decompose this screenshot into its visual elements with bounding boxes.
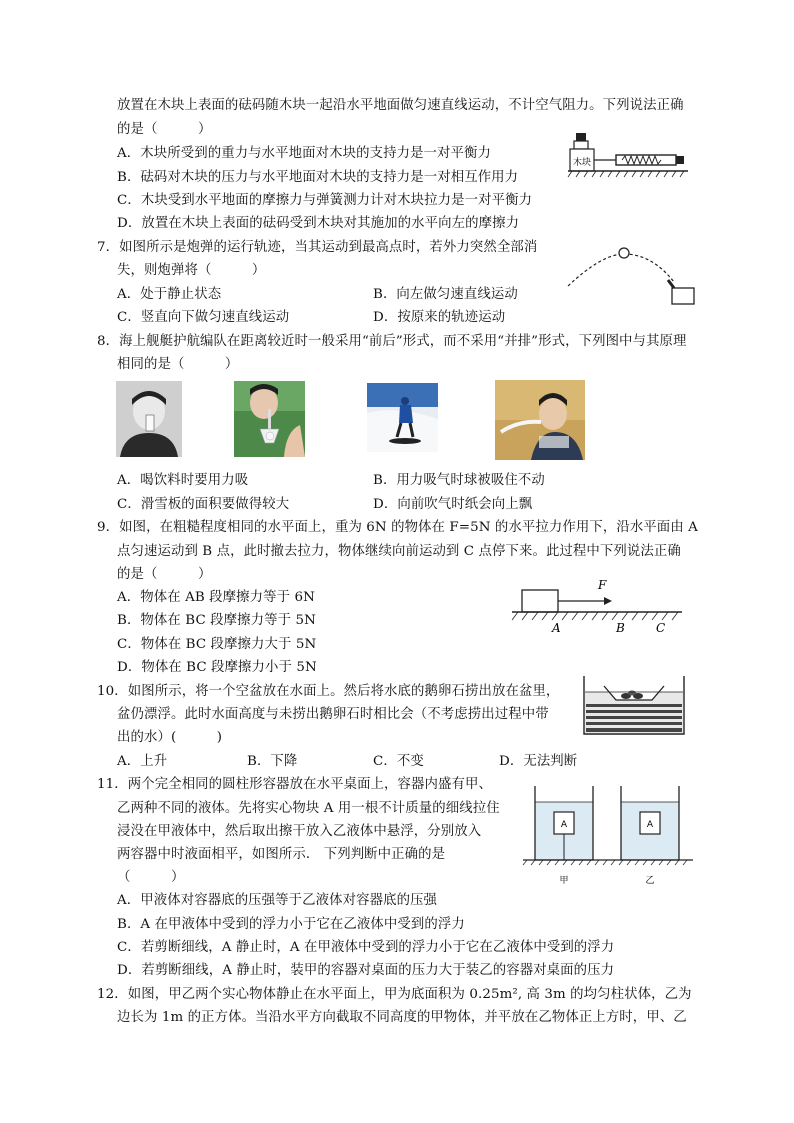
q7-trajectory-figure — [562, 240, 698, 310]
q7-option-a: A．处于静止状态 — [117, 287, 222, 302]
q12-stem-line-2: 边长为 1m 的正方体。当沿水平方向截取不同高度的甲物体，并平放在乙物体正上方时，甲、乙 — [117, 1010, 687, 1025]
q10-option-c: C．不变 — [373, 754, 424, 769]
q9-option-d: D．物体在 BC 段摩擦力小于 5N — [117, 660, 317, 675]
q10-option-a: A．上升 — [117, 754, 168, 769]
q9-stem-line-3: 的是（ ） — [117, 567, 212, 582]
q8-option-b: B．用力吸气时球被吸住不动 — [373, 473, 545, 488]
q7-option-d: D．按原来的轨迹运动 — [373, 310, 506, 325]
q11-stem-line-1: 11．两个完全相同的圆柱形容器放在水平桌面上，容器内盛有甲、 — [97, 777, 492, 792]
q9-point-c-label: C — [656, 621, 666, 635]
q10-stem-line-2: 盆仍漂浮。此时水面高度与未捞出鹅卵石时相比会（不考虑捞出过程中带 — [117, 707, 549, 722]
q7-stem-line-2: 失，则炮弹将（ ） — [117, 263, 266, 278]
q11-block-a-label-left: A — [560, 820, 568, 830]
q10-stem-line-3: 出的水）( ) — [117, 730, 223, 745]
q10-option-b: B．下降 — [247, 754, 298, 769]
q9-stem-line-2: 点匀速运动到 B 点，此时撤去拉力，物体继续向前运动到 C 点停下来。此过程中下列说法正确 — [117, 544, 681, 559]
q6-block-spring-figure — [566, 128, 690, 184]
q8-photo-d-blowing-paper — [495, 380, 585, 460]
q9-option-c: C．物体在 BC 段摩擦力大于 5N — [117, 637, 317, 652]
q11-stem-line-2: 乙两种不同的液体。先将实心物块 A 用一根不计质量的细线拉住 — [117, 801, 500, 816]
q9-stem-line-1: 9．如图，在粗糙程度相同的水平面上，重为 6N 的物体在 F=5N 的水平拉力作用下，沿水平面由 A — [97, 520, 698, 535]
q12-stem-line-1: 12．如图，甲乙两个实心物体静止在水平面上，甲为底面积为 0.25m², 高 3m 的均匀柱状体，乙为 — [97, 987, 692, 1002]
q6-block-label: 木块 — [572, 158, 592, 168]
q8-photo-a-drinking — [116, 381, 182, 457]
q11-stem-line-3: 浸没在甲液体中，然后取出擦干放入乙液体中悬浮，分别放入 — [117, 824, 482, 839]
q8-option-c: C．滑雪板的面积要做得较大 — [117, 497, 290, 512]
q8-option-a: A．喝饮料时要用力吸 — [117, 473, 249, 488]
q11-option-c: C．若剪断细线，A 静止时，A 在甲液体中受到的浮力小于它在乙液体中受到的浮力 — [117, 940, 615, 955]
q6-stem-line-2: 的是（ ） — [117, 122, 212, 137]
q9-option-a: A．物体在 AB 段摩擦力等于 6N — [117, 590, 315, 605]
q6-option-d: D．放置在木块上表面的砝码受到木块对其施加的水平向左的摩擦力 — [117, 216, 520, 231]
q10-option-d: D．无法判断 — [499, 754, 578, 769]
q11-option-b: B．A 在甲液体中受到的浮力小于它在乙液体中受到的浮力 — [117, 917, 465, 932]
q6-option-c: C．木块受到水平地面的摩擦力与弹簧测力计对木块拉力是一对平衡力 — [117, 193, 533, 208]
q11-option-a: A．甲液体对容器底的压强等于乙液体对容器底的压强 — [117, 893, 438, 908]
q6-option-a: A．木块所受到的重力与水平地面对木块的支持力是一对平衡力 — [117, 146, 492, 161]
q11-label-yi: 乙 — [645, 876, 655, 886]
q11-block-a-label-right: A — [646, 820, 654, 830]
q8-photo-b-funnel-ball — [234, 381, 305, 457]
q8-stem-line-2: 相同的是（ ） — [117, 357, 239, 372]
q10-basin-figure — [582, 674, 686, 736]
q8-photo-c-snowboard — [367, 383, 438, 452]
q9-force-label: F — [598, 578, 607, 592]
q9-point-b-label: B — [616, 621, 625, 635]
q7-option-b: B．向左做匀速直线运动 — [373, 287, 518, 302]
q6-stem-line-1: 放置在木块上表面的砝码随木块一起沿水平地面做匀速直线运动，不计空气阻力。下列说法正确 — [117, 98, 684, 113]
q11-option-d: D．若剪断细线，A 静止时，装甲的容器对桌面的压力大于装乙的容器对桌面的压力 — [117, 963, 615, 978]
q10-stem-line-1: 10．如图所示，将一个空盆放在水面上。然后将水底的鹅卵石捞出放在盆里， — [97, 684, 560, 699]
q11-containers-figure — [519, 782, 697, 886]
q8-option-d: D．向前吹气时纸会向上飘 — [373, 497, 533, 512]
q9-option-b: B．物体在 BC 段摩擦力等于 5N — [117, 613, 316, 628]
q11-stem-line-4: 两容器中时液面相平，如图所示． 下列判断中正确的是 — [117, 847, 446, 862]
q9-point-a-label: A — [552, 621, 561, 635]
q9-friction-figure — [510, 576, 686, 636]
q11-label-jia: 甲 — [559, 876, 569, 886]
q7-option-c: C．竖直向下做匀速直线运动 — [117, 310, 290, 325]
q11-stem-line-5: （ ） — [117, 870, 185, 885]
q8-stem-line-1: 8．海上舰艇护航编队在距离较近时一般采用“前后”形式，而不采用“并排”形式，下列图中与其原理 — [97, 334, 687, 349]
q7-stem-line-1: 7．如图所示是炮弹的运行轨迹，当其运动到最高点时，若外力突然全部消 — [97, 240, 538, 255]
q6-option-b: B．砝码对木块的压力与水平地面对木块的支持力是一对相互作用力 — [117, 170, 519, 185]
